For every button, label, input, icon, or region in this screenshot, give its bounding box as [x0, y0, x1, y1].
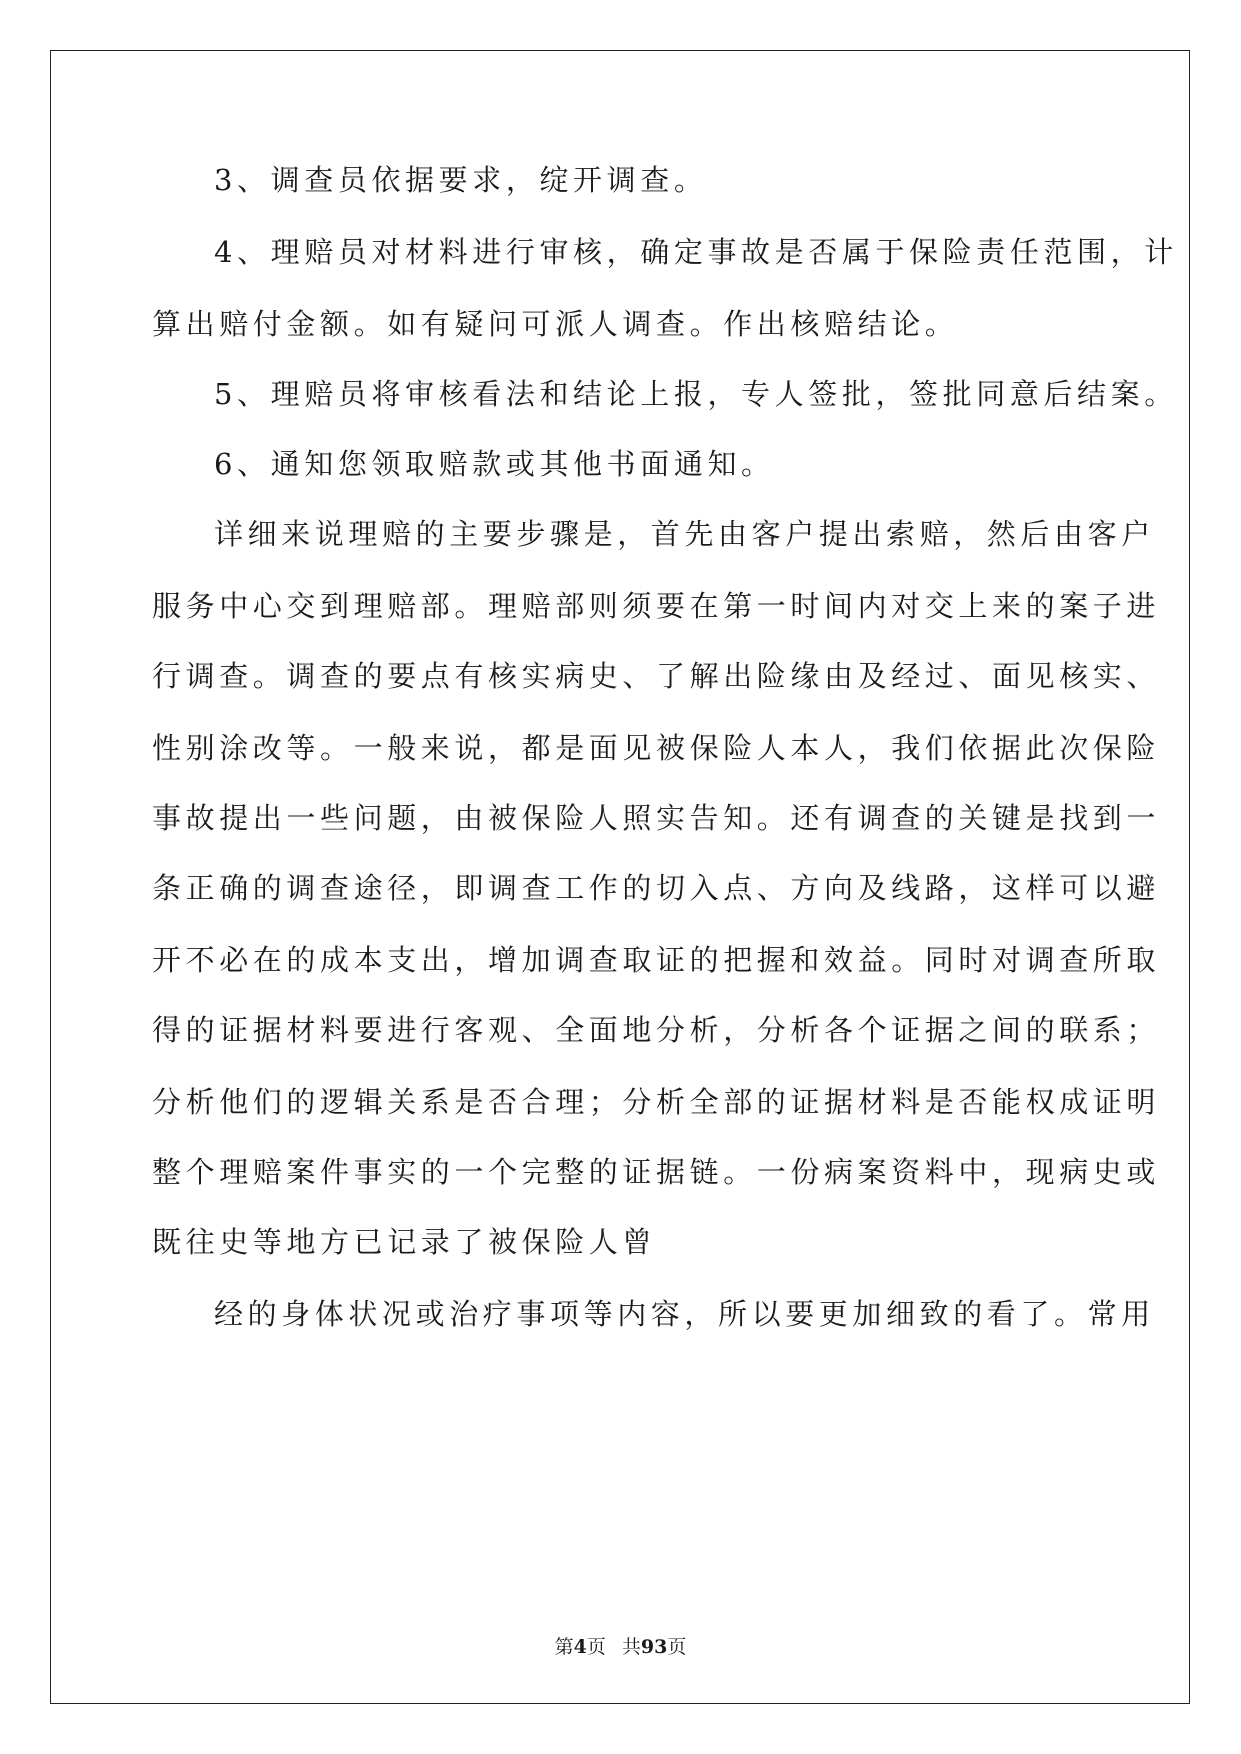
- page-footer: [0, 1635, 1241, 1659]
- text-line: 详细来说理赔的主要步骤是，首先由客户提出索赔，然后由客户: [214, 517, 1155, 551]
- page-number: 4: [573, 1636, 587, 1658]
- text-line: 性别涂改等。一般来说，都是面见被保险人本人，我们依据此次保险: [152, 731, 1161, 765]
- total-suffix: 页: [667, 1636, 687, 1658]
- text-line: 3、调查员依据要求，绽开调查。: [214, 163, 708, 197]
- text-line: 4、理赔员对材料进行审核，确定事故是否属于保险责任范围，计: [214, 235, 1178, 269]
- text-line: 5、理赔员将审核看法和结论上报，专人签批，签批同意后结案。: [214, 377, 1178, 411]
- text-line: 整个理赔案件事实的一个完整的证据链。一份病案资料中，现病史或: [152, 1155, 1161, 1189]
- total-prefix: 共: [621, 1636, 641, 1658]
- text-line: 服务中心交到理赔部。理赔部则须要在第一时间内对交上来的案子进: [152, 589, 1161, 623]
- text-line: 条正确的调查途径，即调查工作的切入点、方向及线路，这样可以避: [152, 871, 1161, 905]
- text-line: 经的身体状况或治疗事项等内容，所以要更加细致的看了。常用: [214, 1297, 1155, 1331]
- text-line: 分析他们的逻辑关系是否合理；分析全部的证据材料是否能权成证明: [152, 1085, 1161, 1119]
- page-prefix: 第: [554, 1636, 574, 1658]
- text-line: 算出赔付金额。如有疑问可派人调查。作出核赔结论。: [152, 307, 959, 341]
- text-line: 事故提出一些问题，由被保险人照实告知。还有调查的关键是找到一: [152, 801, 1161, 835]
- total-pages: 93: [640, 1636, 668, 1658]
- page-suffix: 页: [586, 1636, 606, 1658]
- text-line: 6、通知您领取赔款或其他书面通知。: [214, 447, 775, 481]
- text-line: 开不必在的成本支出，增加调查取证的把握和效益。同时对调查所取: [152, 943, 1161, 977]
- text-line: 行调查。调查的要点有核实病史、了解出险缘由及经过、面见核实、: [152, 659, 1161, 693]
- text-line: 得的证据材料要进行客观、全面地分析，分析各个证据之间的联系；: [152, 1013, 1161, 1047]
- text-line: 既往史等地方已记录了被保险人曾: [152, 1225, 657, 1259]
